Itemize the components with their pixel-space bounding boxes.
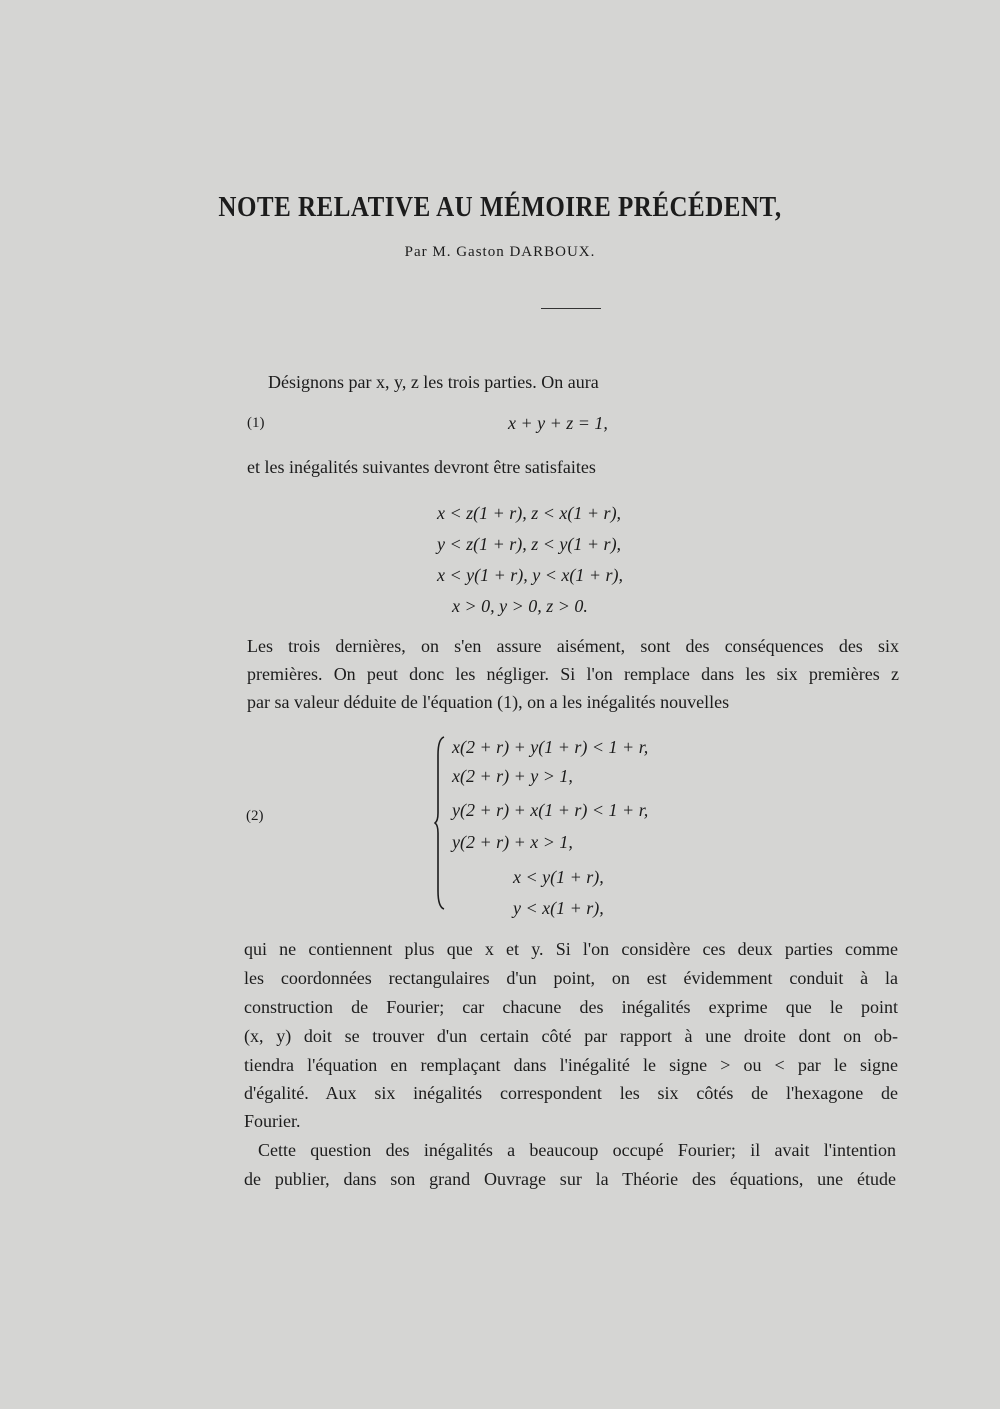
- system-bracket: [434, 735, 446, 910]
- equation-1: x + y + z = 1,: [508, 413, 608, 433]
- paragraph-inequalities-intro: et les inégalités suivantes devront être satisfaites: [247, 457, 596, 477]
- equation-2-line: y(2 + r) + x > 1,: [452, 832, 573, 852]
- equation-2-line: y < x(1 + r),: [513, 898, 604, 918]
- title-divider: [541, 308, 601, 309]
- paragraph-text-line: les coordonnées rectangulaires d'un point, on est évidemment conduit à la: [244, 968, 898, 988]
- paragraph-text-line: qui ne contiennent plus que x et y. Si l'on considère ces deux parties comme: [244, 939, 898, 959]
- paragraph-text-line: de publier, dans son grand Ouvrage sur la Théorie des équations, une étude: [244, 1169, 896, 1189]
- inequality-row: y < z(1 + r), z < y(1 + r),: [437, 534, 622, 554]
- paragraph-text-line: tiendra l'équation en remplaçant dans l'inégalité le signe > ou < par le signe: [244, 1055, 898, 1075]
- paragraph-text-line: Fourier.: [244, 1111, 301, 1131]
- inequality-row: x < y(1 + r), y < x(1 + r),: [437, 565, 624, 585]
- paper-title: NOTE RELATIVE AU MÉMOIRE PRÉCÉDENT,: [218, 192, 782, 224]
- equation-2-number: (2): [246, 808, 264, 824]
- paragraph-text-line: par sa valeur déduite de l'équation (1), on a les inégalités nouvelles: [247, 692, 730, 712]
- equation-2-line: x(2 + r) + y > 1,: [452, 766, 573, 786]
- paragraph-text-line: construction de Fourier; car chacune des inégalités exprime que le point: [244, 997, 898, 1017]
- paper-author: Par M. Gaston DARBOUX.: [404, 244, 596, 260]
- inequality-row: x > 0, y > 0, z > 0.: [452, 596, 588, 616]
- paragraph-text-line: (x, y) doit se trouver d'un certain côté par rapport à une droite dont on ob-: [244, 1026, 898, 1046]
- paragraph-intro: Désignons par x, y, z les trois parties. On aura: [268, 372, 599, 392]
- paragraph-text-line: Les trois dernières, on s'en assure aisément, sont des conséquences des six: [247, 636, 899, 656]
- equation-2-line: x < y(1 + r),: [513, 867, 604, 887]
- paragraph-text-line: premières. On peut donc les négliger. Si l'on remplace dans les six premières z: [247, 664, 899, 684]
- equation-2-line: x(2 + r) + y(1 + r) < 1 + r,: [452, 737, 649, 757]
- equation-2-line: y(2 + r) + x(1 + r) < 1 + r,: [452, 800, 649, 820]
- paragraph-text-line: Cette question des inégalités a beaucoup occupé Fourier; il avait l'intention: [258, 1140, 896, 1160]
- equation-1-number: (1): [247, 415, 265, 431]
- inequality-row: x < z(1 + r), z < x(1 + r),: [437, 503, 622, 523]
- paragraph-text-line: d'égalité. Aux six inégalités correspondent les six côtés de l'hexagone de: [244, 1083, 898, 1103]
